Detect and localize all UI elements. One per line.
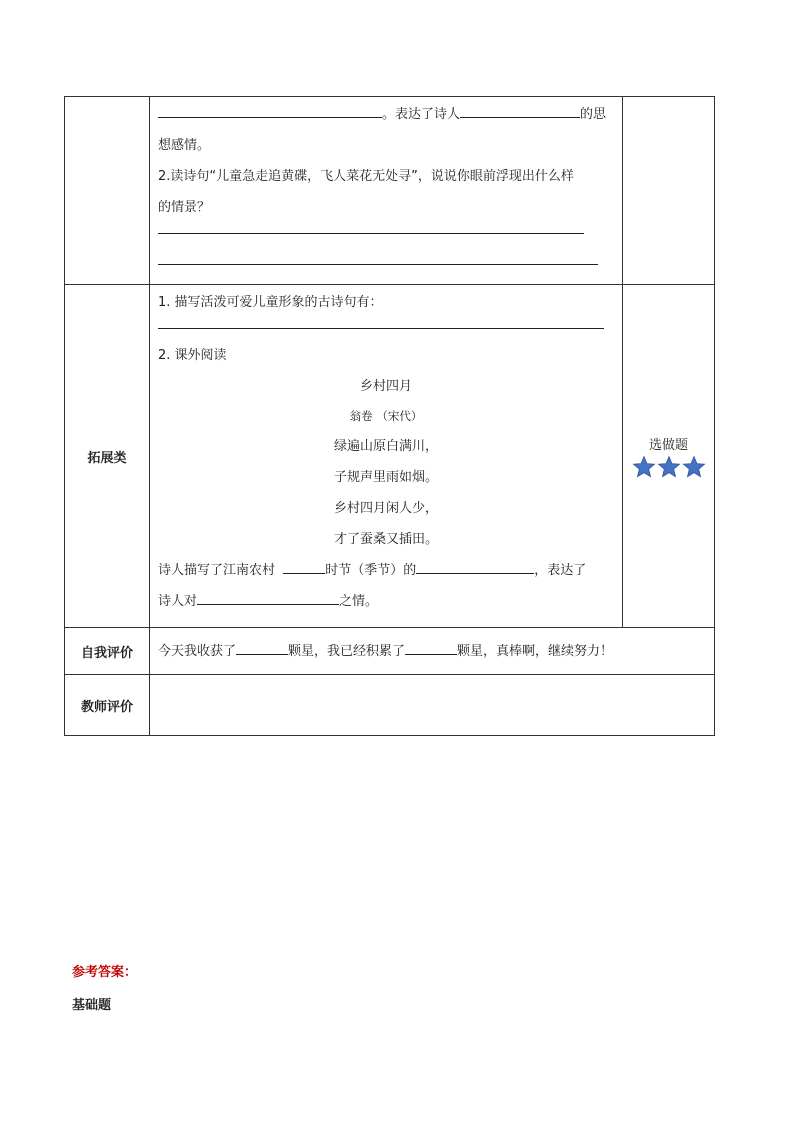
extension-fill-line-1	[150, 555, 622, 586]
challenge-label: 选做题	[648, 437, 688, 453]
continued-row	[65, 97, 715, 285]
poem-line-3: 乡村四月闲人少，	[333, 501, 438, 516]
question-2	[150, 161, 622, 192]
poem-line-1: 绿遍山原白满川，	[333, 439, 438, 454]
poem-line-4: 才了蚕桑又插田。	[333, 532, 438, 547]
extension-row	[65, 285, 715, 628]
poem-title: 乡村四月	[359, 379, 412, 394]
self-evaluation-content	[150, 628, 715, 675]
continued-row-label-cell	[65, 97, 150, 285]
fill-text-c: ，表达了	[534, 563, 587, 578]
self-eval-text-3: 颗星，真棒啊，继续努力！	[457, 643, 614, 659]
continued-row-right-cell	[623, 97, 715, 285]
question-2-line2: 的情景？	[158, 200, 211, 215]
answer-blank[interactable]	[197, 590, 339, 605]
teacher-evaluation-label: 教师评价	[65, 675, 150, 736]
star-icon	[682, 455, 706, 479]
answer-blank[interactable]	[236, 640, 288, 655]
fill-text-a: 诗人描写了江南农村	[158, 563, 276, 578]
answer-blank[interactable]	[283, 559, 325, 574]
extension-q1: 1. 描写活泼可爱儿童形象的古诗句有：	[158, 295, 383, 310]
poem-line-2: 子规声里雨如烟。	[333, 470, 438, 485]
question-2-suffix: ，说说你眼前浮现出什么样	[417, 169, 574, 184]
answer-blank[interactable]	[158, 103, 382, 118]
fill-text-b: 时节（季节）的	[325, 563, 417, 578]
text-expressed: 。表达了诗人	[382, 107, 461, 122]
text-thought: 的思	[580, 107, 607, 122]
poem-author: 翁卷 （宋代）	[349, 409, 423, 423]
answer-line[interactable]	[158, 264, 598, 265]
answer-blank[interactable]	[405, 640, 457, 655]
extension-content	[150, 285, 623, 628]
worksheet-table	[64, 96, 715, 736]
poem-quote: “儿童急走追黄碟，飞人菜花无处寻”	[209, 169, 418, 184]
extension-q2: 2. 课外阅读	[158, 348, 227, 363]
answer-key-section: 基础题	[72, 998, 112, 1013]
text-feelings: 想感情。	[158, 138, 211, 153]
extension-fill-line-2	[150, 586, 622, 617]
teacher-evaluation-row	[65, 675, 715, 736]
star-rating	[623, 455, 714, 479]
answer-line[interactable]	[158, 233, 584, 234]
question-2-prefix: 2.读诗句	[158, 169, 210, 184]
star-icon	[632, 455, 656, 479]
fill-text-d: 诗人对	[158, 594, 198, 609]
challenge-cell	[623, 285, 715, 628]
answer-blank[interactable]	[460, 103, 580, 118]
fill-text-e: 之情。	[339, 594, 379, 609]
answer-line[interactable]	[158, 328, 604, 329]
self-evaluation-label: 自我评价	[65, 628, 150, 675]
answer-blank[interactable]	[416, 559, 534, 574]
star-icon	[657, 455, 681, 479]
answer-key-title: 参考答案：	[72, 965, 138, 980]
teacher-evaluation-content[interactable]	[150, 675, 715, 736]
self-evaluation-row	[65, 628, 715, 675]
continued-row-content	[150, 97, 623, 285]
self-eval-text-2: 颗星，我已经积累了	[288, 643, 406, 659]
extension-label: 拓展类	[65, 285, 150, 628]
self-eval-text-1: 今天我收获了	[158, 643, 237, 659]
